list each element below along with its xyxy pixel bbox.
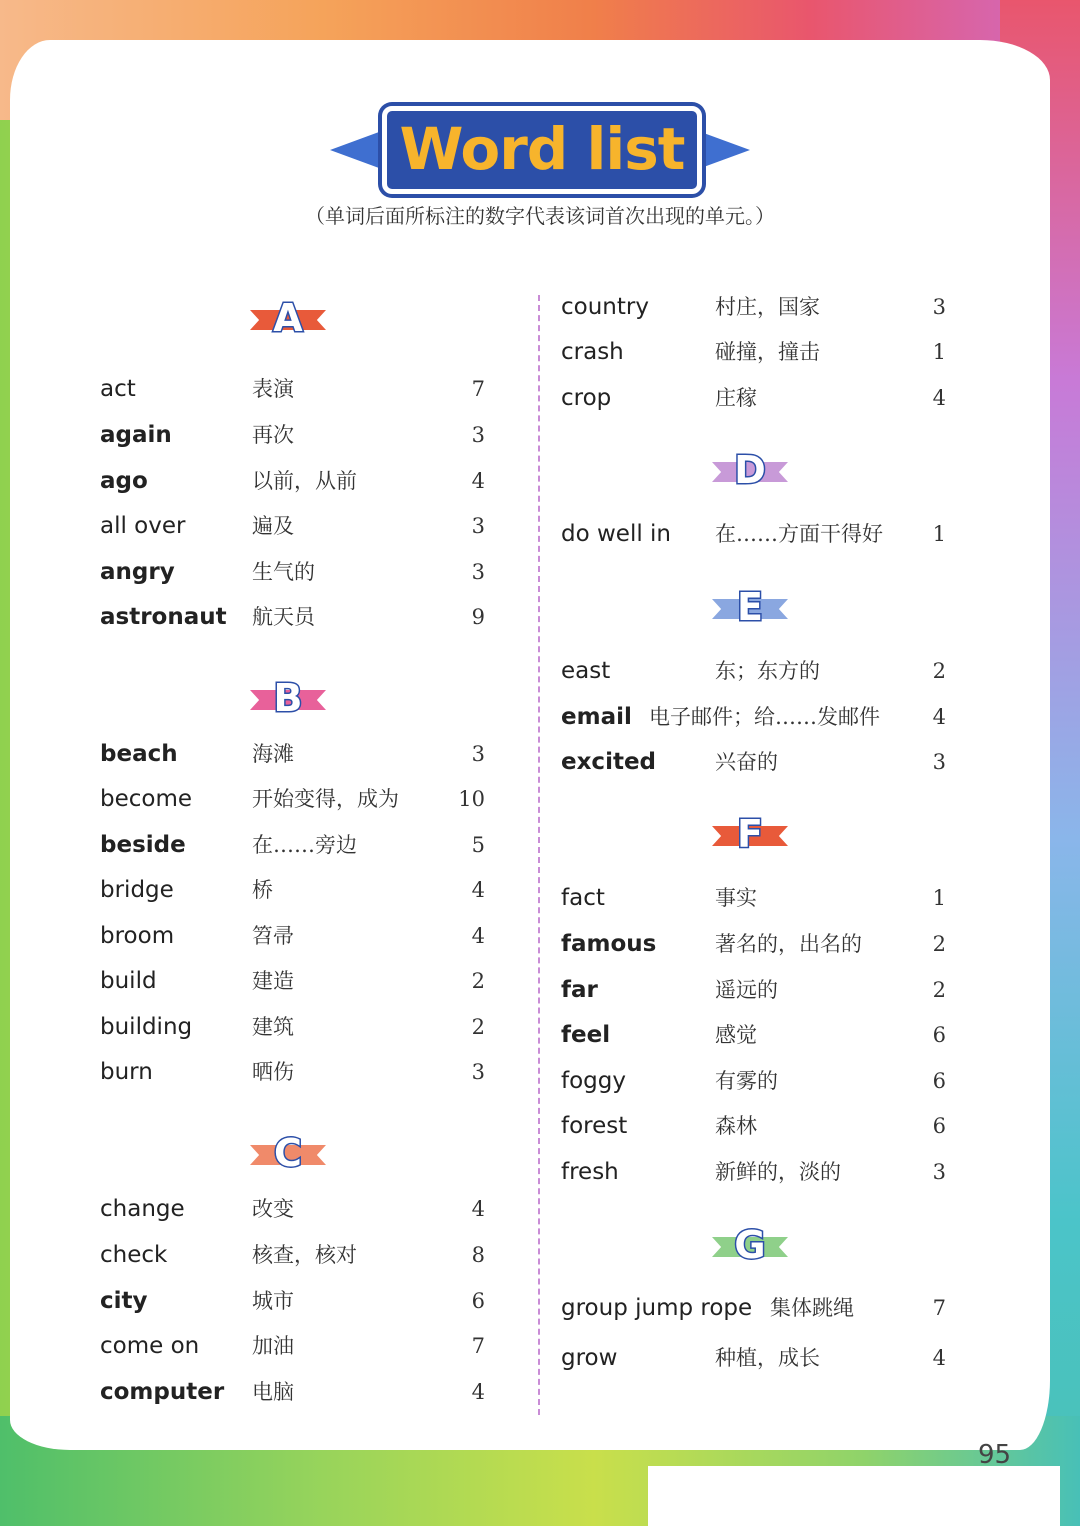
- word: act: [100, 376, 136, 402]
- unit-number: 3: [471, 514, 485, 538]
- unit-number: 5: [471, 833, 485, 857]
- word: come on: [100, 1333, 200, 1359]
- word-row: [561, 697, 951, 737]
- unit-number: 1: [932, 522, 946, 546]
- word-row: [561, 1338, 951, 1378]
- meaning: 海滩: [252, 742, 294, 766]
- word: crash: [561, 339, 624, 365]
- unit-number: 3: [471, 742, 485, 766]
- unit-number: 2: [471, 969, 485, 993]
- meaning: 建筑: [252, 1015, 294, 1039]
- badge-letter: A: [273, 296, 303, 340]
- unit-number: 7: [932, 1296, 946, 1320]
- unit-number: 3: [471, 560, 485, 584]
- word: angry: [100, 559, 175, 585]
- meaning: 生气的: [252, 560, 315, 584]
- word: group jump rope: [561, 1295, 753, 1321]
- unit-number: 4: [471, 924, 485, 948]
- section-badge-a: [250, 296, 326, 342]
- word-row: [561, 651, 951, 691]
- title-banner: [330, 100, 750, 195]
- meaning: 新鲜的，淡的: [715, 1160, 841, 1184]
- meaning: 村庄，国家: [715, 295, 820, 319]
- word: change: [100, 1196, 185, 1222]
- unit-number: 10: [458, 787, 485, 811]
- ribbon-left: [330, 128, 390, 172]
- meaning: 建造: [252, 969, 294, 993]
- section-badge-f: [712, 812, 788, 858]
- word-row: [100, 779, 490, 819]
- word: foggy: [561, 1068, 626, 1094]
- word-row: [561, 378, 951, 418]
- meaning: 遍及: [252, 514, 294, 538]
- unit-number: 4: [471, 878, 485, 902]
- word-row: [100, 870, 490, 910]
- word: grow: [561, 1345, 618, 1371]
- meaning: 在……旁边: [252, 833, 357, 857]
- unit-number: 6: [932, 1069, 946, 1093]
- meaning: 事实: [715, 886, 757, 910]
- word-row: [100, 1372, 490, 1412]
- unit-number: 1: [932, 340, 946, 364]
- section-badge-c: [250, 1131, 326, 1177]
- word-row: [561, 970, 951, 1010]
- meaning: 核查，核对: [252, 1243, 357, 1267]
- word: ago: [100, 468, 148, 494]
- unit-number: 6: [932, 1023, 946, 1047]
- page-subtitle: （单词后面所标注的数字代表该词首次出现的单元。）: [305, 204, 775, 228]
- meaning: 庄稼: [715, 386, 757, 410]
- meaning: 笤帚: [252, 924, 294, 948]
- badge-letter: D: [734, 448, 766, 492]
- section-badge-d: [712, 448, 788, 494]
- meaning: 森林: [715, 1114, 757, 1138]
- word: famous: [561, 931, 657, 957]
- unit-number: 4: [471, 469, 485, 493]
- meaning: 改变: [252, 1197, 294, 1221]
- word-row: [561, 878, 951, 918]
- word-row: [100, 1281, 490, 1321]
- word-row: [100, 597, 490, 637]
- meaning: 著名的，出名的: [715, 932, 862, 956]
- unit-number: 4: [471, 1197, 485, 1221]
- badge-letter: C: [274, 1131, 302, 1175]
- word: east: [561, 658, 611, 684]
- badge-letter: E: [737, 585, 763, 629]
- section-badge-b: [250, 676, 326, 722]
- section-badge-e: [712, 585, 788, 631]
- word: fact: [561, 885, 605, 911]
- word-row: [100, 961, 490, 1001]
- meaning: 遥远的: [715, 978, 778, 1002]
- word-row: [561, 1288, 951, 1328]
- unit-number: 3: [932, 295, 946, 319]
- corner-mask: [648, 1466, 1060, 1526]
- unit-number: 3: [471, 1060, 485, 1084]
- word-row: [100, 1007, 490, 1047]
- meaning: 集体跳绳: [770, 1296, 854, 1320]
- unit-number: 9: [471, 605, 485, 629]
- word-row: [100, 552, 490, 592]
- meaning: 东；东方的: [715, 659, 820, 683]
- word: all over: [100, 513, 186, 539]
- meaning: 航天员: [252, 605, 315, 629]
- meaning: 感觉: [715, 1023, 757, 1047]
- word: email: [561, 704, 632, 730]
- word-row: [100, 916, 490, 956]
- word-row: [100, 415, 490, 455]
- word: computer: [100, 1379, 225, 1405]
- meaning: 在……方面干得好: [715, 522, 883, 546]
- word-row: [561, 1061, 951, 1101]
- unit-number: 4: [932, 1346, 946, 1370]
- unit-number: 8: [471, 1243, 485, 1267]
- word-row: [100, 1326, 490, 1366]
- word-row: [100, 734, 490, 774]
- word: far: [561, 977, 598, 1003]
- unit-number: 2: [932, 659, 946, 683]
- word: feel: [561, 1022, 611, 1048]
- word: do well in: [561, 521, 672, 547]
- column-divider: [538, 295, 540, 1415]
- word: beside: [100, 832, 186, 858]
- word: city: [100, 1288, 148, 1314]
- unit-number: 3: [932, 750, 946, 774]
- meaning: 电脑: [252, 1380, 294, 1404]
- badge-letter: G: [734, 1223, 766, 1267]
- unit-number: 7: [471, 1334, 485, 1358]
- meaning: 表演: [252, 377, 294, 401]
- word: again: [100, 422, 172, 448]
- section-badge-g: [712, 1223, 788, 1269]
- word-row: [100, 461, 490, 501]
- unit-number: 2: [932, 978, 946, 1002]
- word-row: [100, 825, 490, 865]
- word: burn: [100, 1059, 153, 1085]
- word-row: [561, 742, 951, 782]
- meaning: 有雾的: [715, 1069, 778, 1093]
- meaning: 以前，从前: [252, 469, 357, 493]
- word-row: [561, 287, 951, 327]
- word: become: [100, 786, 193, 812]
- unit-number: 2: [471, 1015, 485, 1039]
- word: fresh: [561, 1159, 619, 1185]
- unit-number: 1: [932, 886, 946, 910]
- word: beach: [100, 741, 178, 767]
- meaning: 桥: [252, 878, 273, 902]
- meaning: 晒伤: [252, 1060, 294, 1084]
- meaning: 城市: [252, 1289, 294, 1313]
- word: broom: [100, 923, 175, 949]
- word-row: [561, 514, 951, 554]
- word: country: [561, 294, 649, 320]
- word-row: [561, 1015, 951, 1055]
- badge-letter: B: [273, 676, 303, 720]
- word-row: [100, 1052, 490, 1092]
- meaning: 加油: [252, 1334, 294, 1358]
- unit-number: 6: [471, 1289, 485, 1313]
- unit-number: 3: [471, 423, 485, 447]
- page-title: Word list: [382, 106, 702, 194]
- unit-number: 4: [932, 705, 946, 729]
- word-row: [100, 369, 490, 409]
- word-row: [100, 1235, 490, 1275]
- meaning: 种植，成长: [715, 1346, 820, 1370]
- word: excited: [561, 749, 657, 775]
- word-row: [561, 1152, 951, 1192]
- unit-number: 6: [932, 1114, 946, 1138]
- unit-number: 2: [932, 932, 946, 956]
- meaning: 再次: [252, 423, 294, 447]
- page-number: 95: [978, 1440, 1012, 1470]
- word-row: [561, 924, 951, 964]
- word: crop: [561, 385, 612, 411]
- meaning: 兴奋的: [715, 750, 778, 774]
- unit-number: 4: [932, 386, 946, 410]
- unit-number: 3: [932, 1160, 946, 1184]
- word-row: [561, 1106, 951, 1146]
- word-row: [100, 1189, 490, 1229]
- meaning: 电子邮件；给……发邮件: [649, 705, 880, 729]
- badge-letter: F: [737, 812, 763, 856]
- unit-number: 4: [471, 1380, 485, 1404]
- word-row: [561, 332, 951, 372]
- meaning: 开始变得，成为: [252, 787, 399, 811]
- word: astronaut: [100, 604, 227, 630]
- word: bridge: [100, 877, 174, 903]
- word-row: [100, 506, 490, 546]
- meaning: 碰撞，撞击: [715, 340, 820, 364]
- word: forest: [561, 1113, 628, 1139]
- word: building: [100, 1014, 193, 1040]
- word: build: [100, 968, 157, 994]
- word: check: [100, 1242, 168, 1268]
- unit-number: 7: [471, 377, 485, 401]
